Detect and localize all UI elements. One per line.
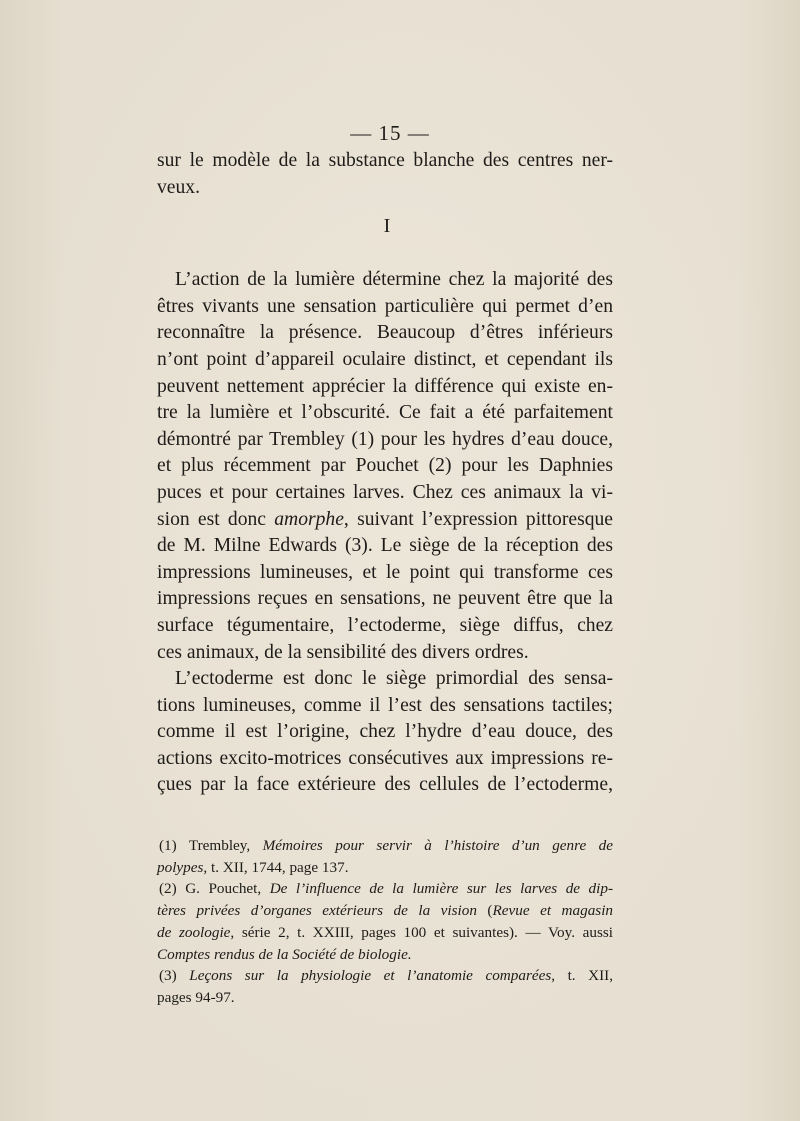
footnote-line — [157, 857, 613, 879]
footnote-line — [157, 944, 613, 966]
text-line: de M. Milne Edwards (3). Le siège de la réception des — [157, 535, 613, 557]
text-line: puces et pour certaines larves. Chez ces animaux la vi- — [157, 481, 613, 503]
italic-text: Revue et magasin — [492, 902, 614, 920]
italic-text: polypes — [157, 858, 204, 876]
text-column — [157, 118, 613, 1009]
text-line: actions excito-motrices consécutives aux impressions re- — [157, 747, 613, 769]
footnote-1 — [157, 835, 613, 878]
paragraph-2 — [157, 666, 613, 799]
text-run: sion est donc — [157, 508, 275, 530]
text-run: , suivant l’expression pittoresque — [343, 508, 613, 530]
text-line: L’ectoderme est donc le siège primordial des sensa- — [175, 668, 613, 690]
footnote-line — [157, 878, 613, 900]
text-line: L’action de la lumière détermine chez la majorité des — [175, 269, 613, 291]
text-line: tions lumineuses, comme il l’est des sensations tactiles; — [157, 694, 613, 716]
text-run: , série 2, t. XXIII, pages 100 et suivantes). — Voy. aussi — [230, 923, 613, 941]
page-number: — 15 — — [350, 121, 430, 145]
italic-text: De l’influence de la lumière sur les larves de dip- — [269, 880, 614, 898]
intro-paragraph — [157, 148, 613, 201]
paragraph-1 — [157, 267, 613, 666]
italic-text: Leçons sur la physiologie et l’anatomie comparées — [189, 967, 552, 985]
footnote-line: pages 94-97. — [157, 988, 235, 1006]
text-line: sur le modèle de la substance blanche des centres ner- — [157, 150, 613, 171]
section-heading: I — [383, 215, 391, 238]
italic-text: amorphe — [274, 508, 344, 530]
italic-text: Comptes rendus de la Société de biologie. — [157, 945, 412, 963]
text-line: n’ont point d’appareil oculaire distinct, et cependant ils — [157, 348, 613, 370]
text-line: çues par la face extérieure des cellules de l’ectoderme, — [157, 774, 613, 796]
text-line: comme il est l’origine, chez l’hydre d’eau douce, des — [157, 721, 613, 743]
text-run: (1) Trembley, — [159, 837, 263, 855]
text-line: impressions reçues en sensations, ne peuvent être que la — [157, 588, 613, 610]
footnote-line — [157, 900, 613, 922]
footnote-line — [157, 922, 613, 944]
footnote-line — [157, 835, 613, 857]
text-line: démontré par Trembley (1) pour les hydres d’eau douce, — [157, 428, 613, 450]
italic-text: Mémoires pour servir à l’histoire d’un genre de — [262, 837, 614, 855]
italic-text: tères privées d’organes extérieurs de la vision — [157, 902, 477, 920]
text-line: ces animaux, de la sensibilité des divers ordres. — [157, 641, 529, 663]
text-line: reconnaître la présence. Beaucoup d’êtres inférieurs — [157, 322, 613, 344]
text-run: ( — [476, 902, 493, 920]
footnotes — [157, 835, 613, 1009]
text-line: surface tégumentaire, l’ectoderme, siège diffus, chez — [157, 614, 613, 636]
text-run: , t. XII, — [551, 967, 613, 985]
text-run: (2) G. Pouchet, — [159, 880, 270, 898]
text-run: , t. XII, 1744, page 137. — [203, 858, 349, 876]
text-line: et plus récemment par Pouchet (2) pour les Daphnies — [157, 455, 613, 477]
text-line: tre la lumière et l’obscurité. Ce fait a été parfaitement — [157, 402, 613, 424]
text-run: (3) — [159, 967, 190, 985]
italic-text: de zoologie — [157, 923, 231, 941]
footnote-2 — [157, 878, 613, 965]
text-line: peuvent nettement apprécier la différence qui existe en- — [157, 375, 613, 397]
text-line: êtres vivants une sensation particulière qui permet d’en — [157, 295, 613, 317]
footnote-line — [157, 965, 613, 987]
footnote-3 — [157, 965, 613, 1008]
text-line — [157, 507, 613, 534]
text-line: impressions lumineuses, et le point qui transforme ces — [157, 561, 613, 583]
text-line: veux. — [157, 176, 200, 198]
